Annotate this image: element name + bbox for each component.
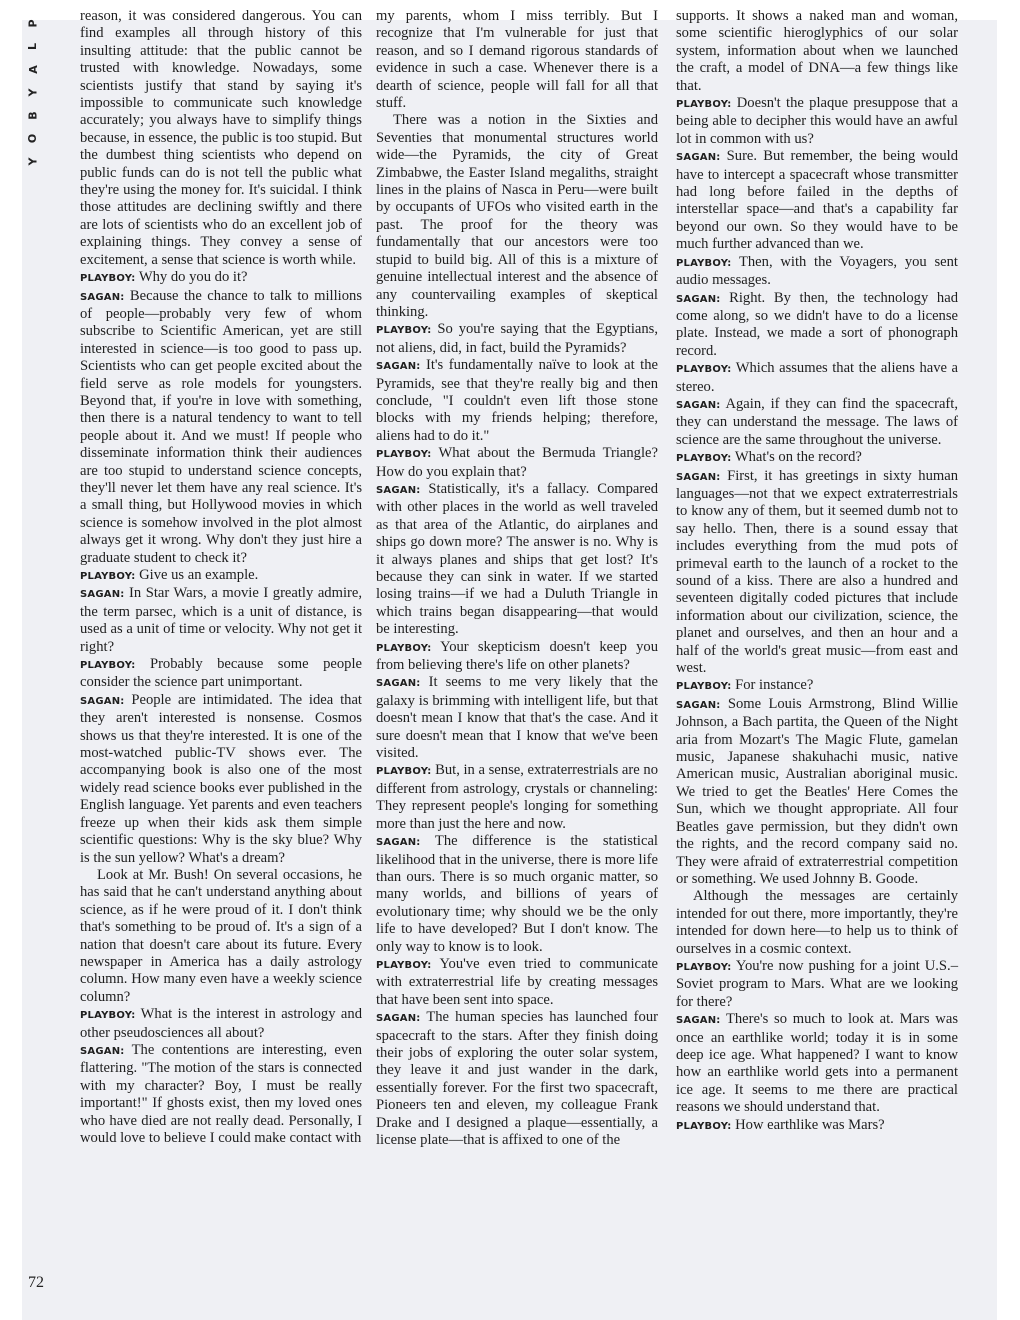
interview-exchange <box>80 692 362 867</box>
paragraph-text: Why do you do it? <box>135 269 248 286</box>
speaker-label: SAGAN: <box>376 1013 421 1025</box>
interview-exchange <box>80 1042 362 1147</box>
speaker-label: SAGAN: <box>676 471 721 483</box>
paragraph-text: For instance? <box>731 677 814 694</box>
interview-exchange <box>376 445 658 481</box>
paragraph-text: What's on the record? <box>731 449 862 466</box>
interview-exchange <box>80 567 362 585</box>
interview-exchange <box>376 639 658 675</box>
paragraph-text: Doesn't the plaque presuppose that a being able to decipher this would have an awful lot in common with us? <box>676 95 958 147</box>
paragraph-text: Your skepticism doesn't keep you from believing there's life on other planets? <box>376 638 658 674</box>
speaker-label: PLAYBOY: <box>80 1010 136 1022</box>
paragraph-text: You've even tried to communicate with extraterrestrial life by creating messages that have been sent into space. <box>376 955 658 1008</box>
interview-exchange <box>676 254 958 290</box>
speaker-label: PLAYBOY: <box>376 959 432 971</box>
article-column-2 <box>376 8 658 1149</box>
interview-exchange <box>80 288 362 568</box>
speaker-label: PLAYBOY: <box>676 257 732 269</box>
masthead <box>22 12 44 173</box>
paragraph-text: There's so much to look at. Mars was once an earthlike world; today it is in some deep ice age. What happened? I want to know how an earthlike world gets into a permanent ice age. It seems to me there are practical reasons we should understand that. <box>676 1011 958 1116</box>
paragraph-text: How earthlike was Mars? <box>731 1116 885 1133</box>
paragraph-text: It's fundamentally naïve to look at the Pyramids, see that they're really big and then conclude, "I couldn't even lift those stone blocks with my friends helping; therefore, aliens had to do it." <box>376 357 658 444</box>
interview-exchange <box>376 357 658 445</box>
speaker-label: SAGAN: <box>80 291 125 303</box>
masthead-letter: Y <box>26 157 40 166</box>
interview-exchange <box>376 481 658 639</box>
interview-exchange <box>376 762 658 833</box>
masthead-letter: Y <box>26 88 40 97</box>
paragraph-text: What is the interest in astrology and other pseudosciences all about? <box>80 1006 362 1041</box>
paragraph-text: So you're saying that the Egyptians, not aliens, did, in fact, build the Pyramids? <box>376 321 658 356</box>
paragraph <box>80 867 362 1006</box>
page-number: 72 <box>28 1274 44 1291</box>
article-column-3 <box>676 8 958 1135</box>
speaker-label: PLAYBOY: <box>676 961 732 973</box>
interview-exchange <box>80 585 362 656</box>
speaker-label: PLAYBOY: <box>676 681 732 693</box>
paragraph-text: Statistically, it's a fallacy. Compared with other places in the world as well traveled as that area of the Atlantic, do airplanes and ships go down more? The answer is no. Why is it always planes and ships that get lost? It's because they can sink in water. If we started losing trains—if we had a Duluth Triangle in which trains began disappearing—that would be interesting. <box>376 480 658 638</box>
interview-exchange <box>376 1009 658 1149</box>
paragraph-text: Give us an example. <box>135 567 259 583</box>
paragraph-text: supports. It shows a naked man and woman, some scientific hieroglyphics of our solar system, information about when we launched the craft, a model of DNA—a few things like that. <box>676 8 958 94</box>
speaker-label: PLAYBOY: <box>80 571 136 582</box>
paragraph-text: Which assumes that the aliens have a stereo. <box>676 360 958 395</box>
paragraph <box>376 112 658 321</box>
paragraph <box>376 8 658 112</box>
speaker-label: PLAYBOY: <box>676 453 732 465</box>
speaker-label: PLAYBOY: <box>80 273 136 285</box>
paragraph <box>80 8 362 269</box>
paragraph-text: What about the Bermuda Triangle? How do you explain that? <box>376 445 658 480</box>
paragraph-text: reason, it was considered dangerous. You can find examples all through history of this insulting attitude: that the public cannot be trusted with knowledge. Nowadays, some scientists justify that stand by saying it's impossible to communicate such knowledge accurately; you always have to simplify things because, in essence, the public is too stupid. But the dumbest thing scientists who depend on public funds can do is not tell the public what they're using the money for. It's suicidal. I think those attitudes are declining swiftly and there are lots of scientists who do an excellent job of explaining things. They convey a sense of excitement, a sense that science is worth while. <box>80 8 362 268</box>
paragraph-text: Although the messages are certainly intended for out there, more importantly, they're intended for down here—to help us to think of ourselves in a cosmic context. <box>676 888 958 957</box>
speaker-label: PLAYBOY: <box>80 660 136 672</box>
speaker-label: PLAYBOY: <box>676 99 732 111</box>
paragraph-text: The contentions are interesting, even flattering. "The motion of the stars is connected with my character? Boy, I must be really important!" If ghosts exist, then my loved ones who have died are not really dead. Personally, I would love to believe I could make contact with <box>80 1041 362 1146</box>
speaker-label: SAGAN: <box>676 293 721 305</box>
interview-exchange <box>676 360 958 396</box>
speaker-label: PLAYBOY: <box>676 1120 732 1132</box>
paragraph-text: Probably because some people consider the science part unimportant. <box>80 656 362 691</box>
masthead-letter: P <box>26 19 40 28</box>
paragraph-text: First, it has greetings in sixty human languages—not that we expect extraterrestrials to know any of them, but it seemed dumb not to say hello. Then, there is a sound essay that includes everything from the mud pots of primeval earth to the launch of a rocket to the sound of a kiss. There are also a hundred and seventeen digitally coded pictures that include information about our civilization, science, the planet and ourselves, and then an hour and a half of the world's great music—from east and west. <box>676 467 958 677</box>
interview-exchange <box>80 656 362 692</box>
interview-exchange <box>80 1006 362 1042</box>
masthead-letter: B <box>26 111 40 120</box>
interview-exchange <box>80 269 362 287</box>
speaker-label: SAGAN: <box>80 589 125 601</box>
paragraph-text: my parents, whom I miss terribly. But I recognize that I'm vulnerable for just that reason, and so I demand rigorous standards of evidence in such a case. Whenever there is a dearth of science, people will fall for all that stuff. <box>376 8 658 112</box>
speaker-label: SAGAN: <box>676 152 721 164</box>
paragraph-text: It seems to me very likely that the galaxy is brimming with intelligent life, but that doesn't mean I know that that's the case. And it sure doesn't mean that I know that we've been visited. <box>376 674 658 762</box>
speaker-label: SAGAN: <box>376 484 421 496</box>
paragraph-text: Some Louis Armstrong, Blind Willie Johnson, a Bach partita, the Queen of the Night aria from Mozart's The Magic Flute, gamelan music, Japanese shakuhachi music, native American music, Australian aboriginal music. We tried to get the Beatles' Here Comes the Sun, which we thought appropriate. All four Beatles gave permission, but they didn't own the rights, and the record company said no. They were afraid of extraterrestrial competition or something. We used Johnny B. Goode. <box>676 695 958 887</box>
paragraph <box>676 8 958 95</box>
speaker-label: PLAYBOY: <box>376 449 432 461</box>
interview-exchange <box>676 449 958 467</box>
speaker-label: SAGAN: <box>80 695 125 707</box>
paragraph-text: Again, if they can find the spacecraft, they can understand the message. The laws of science are the same throughout the universe. <box>676 395 958 448</box>
speaker-label: PLAYBOY: <box>376 642 432 654</box>
speaker-label: SAGAN: <box>676 399 721 411</box>
paragraph-text: Sure. But remember, the being would have to intercept a spacecraft whose transmitter had long before failed in the depths of interstellar space—and that's a capability far beyond our own. So they would have to be much further advanced than we. <box>676 148 958 253</box>
interview-exchange <box>376 833 658 956</box>
speaker-label: SAGAN: <box>376 361 421 373</box>
paragraph-text: There was a notion in the Sixties and Seventies that monumental structures world wide—the Pyramids, the city of Great Zimbabwe, the Easter Island megaliths, straight lines in the plains of Nasca in Peru—were built by occupants of UFOs who visited earth in the past. The proof for the theory was fundamentally that our ancestors were too stupid to build big. All of this is a mixture of genuine intellectual interest and the absence of any countervailing examples of skeptical thinking. <box>376 112 658 320</box>
speaker-label: PLAYBOY: <box>376 766 432 778</box>
masthead-letter: O <box>26 133 40 144</box>
speaker-label: SAGAN: <box>676 699 721 711</box>
paragraph-text: The difference is the statistical likelihood that in the universe, there is more life than ours. There is so much organic matter, so many worlds, and billions of years of evolutionary time; why should we be the only life to have developed? But I don't know. The only way to know is to look. <box>376 833 658 955</box>
speaker-label: PLAYBOY: <box>676 364 732 376</box>
interview-exchange <box>676 148 958 253</box>
interview-exchange <box>376 956 658 1009</box>
interview-exchange <box>676 1117 958 1135</box>
interview-exchange <box>676 1011 958 1116</box>
paragraph-text: Right. By then, the technology had come along, so we didn't have to do a license plate. Instead, we made a sort of phonograph record. <box>676 289 958 359</box>
interview-exchange <box>676 290 958 361</box>
paragraph-text: But, in a sense, extraterrestrials are no different from astrology, crystals or channeling: They represent people's longing for something more than just the here and now. <box>376 762 658 832</box>
article-column-1 <box>80 8 362 1147</box>
speaker-label: SAGAN: <box>80 1045 125 1057</box>
paragraph-text: In Star Wars, a movie I greatly admire, the term parsec, which is a unit of distance, is used as a unit of time or velocity. Why not get it right? <box>80 585 362 655</box>
interview-exchange <box>676 468 958 678</box>
paragraph-text: You're now pushing for a joint U.S.–Soviet program to Mars. What are we looking for there? <box>676 957 958 1010</box>
paragraph-text: Look at Mr. Bush! On several occasions, he has said that he can't understand anything about science, as if he were proud of it. I don't think that's something to be proud of. It's a sign of a nation that doesn't care about its future. Every newspaper in America has a daily astrology column. How many even have a weekly science column? <box>80 866 362 1005</box>
masthead-letter: A <box>26 65 40 74</box>
paragraph-text: Because the chance to talk to millions of people—probably very few of whom subscribe to Scientific American, yet are still interested in science—is too good to pass up. Scientists who can get people excited about the field serve as role models for youngsters. Beyond that, if you're in love with something, then there is a natural tendency to want to tell people about it. And we must! If people who disseminate information think their audiences are too stupid to understand science concepts, they'll never let them have any real science. It's a small thing, but Hollywood movies in which science is somehow involved in the plot almost always get it wrong. Why don't they just hire a graduate student to check it? <box>80 287 362 566</box>
interview-exchange <box>676 396 958 449</box>
paragraph-text: The human species has launched four spacecraft to the stars. After they finish doing their jobs of exploring the outer solar system, they leave it and just wander in the dark, essentially forever. For the first two spacecraft, Pioneers ten and eleven, my colleague Frank Drake and I designed a plaque—essentially, a license plate—that is affixed to one of the <box>376 1009 658 1148</box>
speaker-label: SAGAN: <box>676 1015 721 1027</box>
interview-exchange <box>676 677 958 695</box>
speaker-label: PLAYBOY: <box>376 325 432 337</box>
interview-exchange <box>676 696 958 888</box>
paragraph-text: People are intimidated. The idea that they aren't interested is nonsense. Cosmos shows us that they're interested. It is one of the most-watched public-TV shows ever. The accompanying book is also one of the most widely read science books ever published in the English language. Yet parents and even teachers freeze up when their kids ask them simple scientific questions: Why is the sky blue? Why is the sun yellow? What's a dream? <box>80 691 362 866</box>
interview-exchange <box>676 95 958 148</box>
interview-exchange <box>676 958 958 1011</box>
interview-exchange <box>376 674 658 762</box>
paragraph <box>676 888 958 958</box>
masthead-letter: L <box>26 42 40 51</box>
speaker-label: SAGAN: <box>376 678 421 690</box>
speaker-label: SAGAN: <box>376 837 421 849</box>
interview-exchange <box>376 321 658 357</box>
paragraph-text: Then, with the Voyagers, you sent audio messages. <box>676 253 958 289</box>
